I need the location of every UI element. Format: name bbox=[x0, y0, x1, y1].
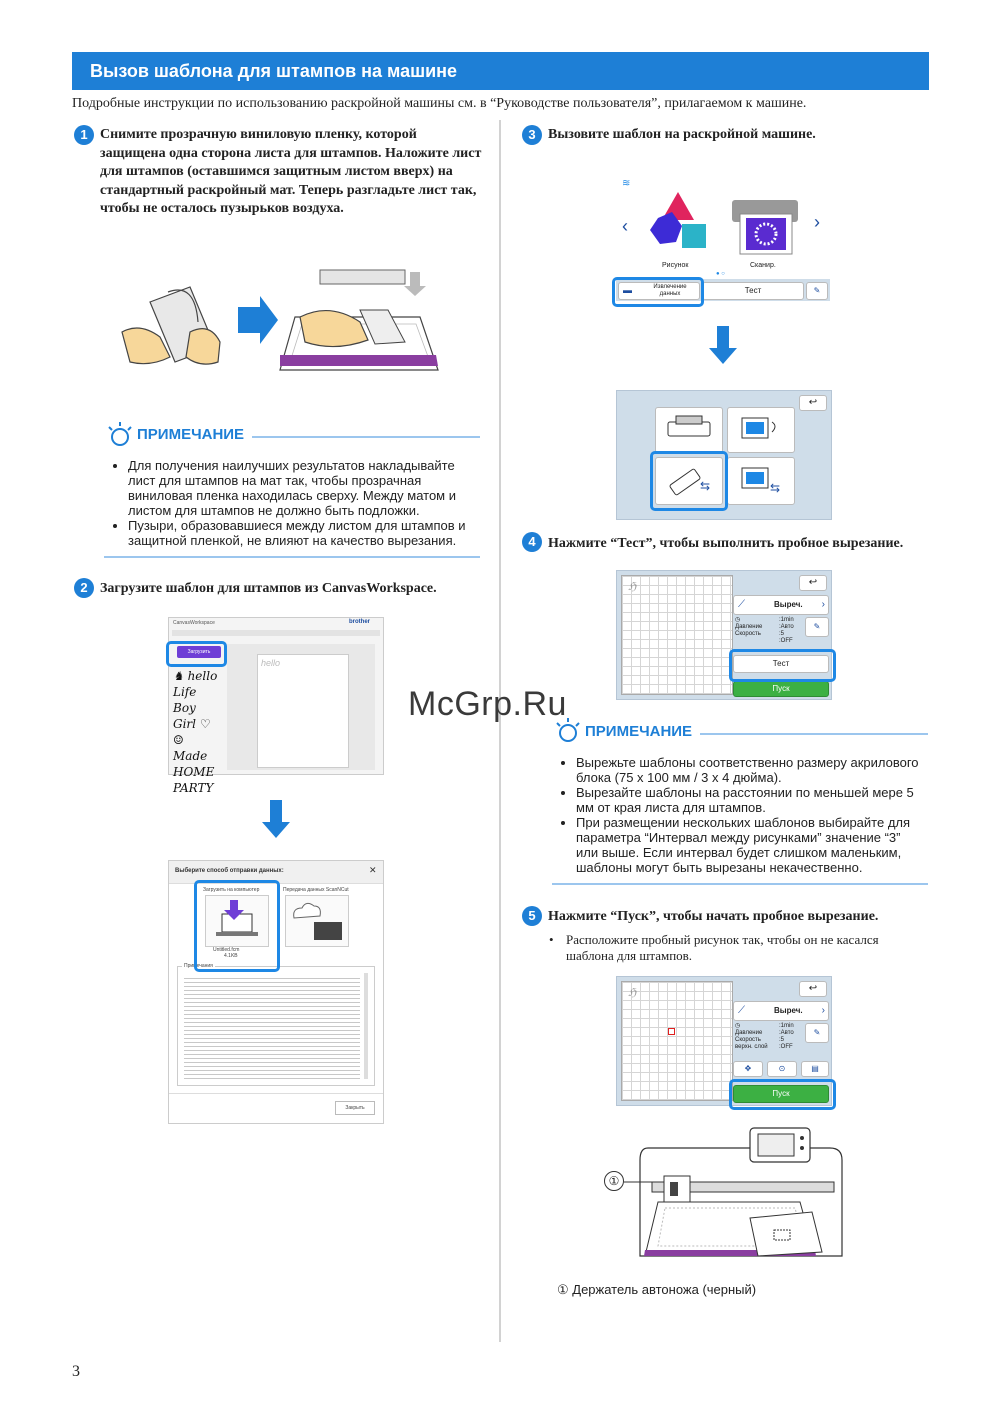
canvas-area[interactable]: hello bbox=[227, 644, 375, 770]
notes-panel-title: Примечания bbox=[184, 963, 213, 969]
notes-panel bbox=[177, 963, 375, 1086]
pattern-thumbnails: ♞ hello Life Boy Girl ♡ ☺ Made HOME PARTY bbox=[173, 669, 218, 795]
step-5-number: 5 bbox=[522, 906, 542, 926]
retrieve-highlight bbox=[612, 277, 704, 307]
note-2-bottom-rule bbox=[552, 883, 928, 885]
wrench-icon[interactable]: ✎ bbox=[805, 617, 829, 637]
pc-usb-button[interactable] bbox=[727, 457, 795, 505]
machine-icon bbox=[656, 408, 722, 452]
start-button[interactable] bbox=[733, 681, 829, 697]
clock-icon: ◷ bbox=[735, 617, 741, 623]
computer-wireless-icon bbox=[728, 408, 794, 452]
note-1-title: ПРИМЕЧАНИЕ bbox=[137, 426, 245, 443]
chevron-right-icon: › bbox=[821, 599, 825, 610]
step-1-number: 1 bbox=[74, 125, 94, 145]
scan-label: Сканир. bbox=[750, 262, 776, 269]
scanner-icon bbox=[732, 198, 802, 258]
off-value: :OFF bbox=[779, 638, 793, 644]
step-3-number: 3 bbox=[522, 125, 542, 145]
step-3-text: Вызовите шаблон на раскройной машине. bbox=[548, 127, 816, 142]
page-dots: ● ○ bbox=[716, 271, 725, 277]
svg-text:⇆: ⇆ bbox=[770, 481, 781, 495]
step-5-text: Нажмите “Пуск”, чтобы начать пробное вырезание. bbox=[548, 909, 879, 924]
toolbar bbox=[172, 630, 380, 636]
intro-text: Подробные инструкции по использованию раскройной машины см. в “Руководстве пользователя”, прилагаемом к машине. bbox=[72, 96, 807, 111]
chevron-right-icon[interactable]: › bbox=[814, 212, 820, 232]
wrench-icon[interactable]: ✎ bbox=[805, 1023, 829, 1043]
preview-pattern: ℌ bbox=[628, 581, 637, 593]
start-label: Пуск bbox=[772, 684, 790, 693]
option-transfer-label: Передача данных ScanNCut bbox=[283, 887, 349, 893]
step-1-illustration bbox=[120, 262, 440, 387]
speed-label: Скорость bbox=[735, 631, 761, 637]
cut-mode-label: Выреч. bbox=[774, 1006, 803, 1015]
folder-icon: ▬ bbox=[623, 285, 632, 295]
blade-icon: ⟋ bbox=[738, 1005, 745, 1016]
note-1-rule bbox=[252, 436, 480, 438]
test-highlight bbox=[729, 649, 836, 682]
note-2-title: ПРИМЕЧАНИЕ bbox=[585, 723, 693, 740]
feed-icon[interactable]: ▤ bbox=[801, 1061, 829, 1077]
dialog-footer-rule bbox=[169, 1093, 383, 1094]
mat-preview bbox=[621, 575, 733, 695]
cloud-transfer-icon bbox=[286, 896, 348, 946]
canvasworkspace-app-name: CanvasWorkspace bbox=[173, 620, 215, 626]
move-icon[interactable]: ✥ bbox=[733, 1061, 763, 1077]
file-name: Untitled.fcm bbox=[213, 947, 240, 953]
off-value: :OFF bbox=[779, 1044, 793, 1050]
note-1-item: • Пузыри, образовавшиеся между листом для штампов и защитной пленкой, не влияют на качество вырезания. bbox=[128, 518, 480, 548]
upload-button[interactable]: Загрузить bbox=[177, 646, 221, 658]
pressure-label: Давление bbox=[735, 1030, 763, 1036]
cut-settings bbox=[735, 1023, 805, 1051]
back-icon[interactable]: ↩ bbox=[799, 575, 827, 591]
clock-icon: ◷ bbox=[735, 1023, 741, 1029]
speed-value: :5 bbox=[779, 631, 785, 637]
time-value: :1min bbox=[779, 617, 794, 623]
test-pattern-marker bbox=[668, 1028, 675, 1035]
wifi-icon: ≋ bbox=[622, 178, 631, 189]
page-number: 3 bbox=[72, 1363, 80, 1380]
pattern-shapes-icon bbox=[648, 190, 718, 264]
layer-label: верхн. слой bbox=[735, 1044, 768, 1050]
close-icon[interactable]: ✕ bbox=[369, 865, 377, 875]
step-2-text: Загрузите шаблон для штампов из CanvasWorkspace. bbox=[100, 581, 437, 596]
column-divider bbox=[499, 120, 501, 1342]
watermark: McGrp.Ru bbox=[408, 685, 567, 723]
pc-wireless-button[interactable] bbox=[727, 407, 795, 453]
speed-value: :5 bbox=[779, 1037, 785, 1043]
retrieve-data-label: Извлечение данных bbox=[653, 284, 687, 297]
test-label: Тест bbox=[744, 286, 762, 295]
download-option-highlight bbox=[194, 880, 280, 972]
note-2-item: • Вырежьте шаблоны соответственно размеру акрилового блока (75 x 100 мм / 3 x 4 дюйма). bbox=[576, 755, 926, 785]
step-2-number: 2 bbox=[74, 578, 94, 598]
upload-highlight bbox=[166, 641, 227, 667]
start-highlight bbox=[729, 1079, 836, 1110]
start-label: Пуск bbox=[772, 1089, 790, 1098]
computer-usb-icon bbox=[728, 458, 794, 504]
preview-pattern: ℌ bbox=[628, 987, 637, 999]
callout-1: ① bbox=[604, 1171, 624, 1191]
back-icon[interactable]: ↩ bbox=[799, 395, 827, 411]
test-label: Тест bbox=[772, 659, 790, 668]
blade-icon: ⟋ bbox=[738, 599, 745, 610]
pressure-label: Давление bbox=[735, 624, 763, 630]
notes-text-lines bbox=[184, 975, 360, 1081]
usb-highlight bbox=[650, 451, 728, 511]
speed-label: Скорость bbox=[735, 1037, 761, 1043]
note-2-item: • Вырезайте шаблоны на расстоянии по меньшей мере 5 мм от края листа для штампов. bbox=[576, 785, 926, 815]
chevron-left-icon[interactable]: ‹ bbox=[622, 216, 628, 236]
machine-memory-button[interactable] bbox=[655, 407, 723, 453]
svg-text:⇆: ⇆ bbox=[700, 479, 711, 493]
dialog-title: Выберите способ отправки данных: bbox=[175, 868, 284, 874]
notes-scrollbar[interactable] bbox=[364, 973, 368, 1079]
trace-icon[interactable]: ⊙ bbox=[767, 1061, 797, 1077]
note-2-list bbox=[556, 755, 926, 875]
pattern-label: Рисунок bbox=[662, 262, 689, 269]
note-bulb-icon bbox=[105, 420, 135, 450]
pressure-value: :Авто bbox=[779, 1030, 794, 1036]
time-value: :1min bbox=[779, 1023, 794, 1029]
note-2-rule bbox=[700, 733, 928, 735]
step-5-bullet-marker: • bbox=[549, 932, 554, 947]
step-4-text: Нажмите “Тест”, чтобы выполнить пробное вырезание. bbox=[548, 536, 904, 551]
cut-mode-label: Выреч. bbox=[774, 600, 803, 609]
cutting-machine-illustration bbox=[600, 1126, 850, 1276]
step-1-text: Снимите прозрачную виниловую пленку, которой защищена одна сторона листа для штампов. Наложите лист для штампов (оставшимся защитным листом вверх) на стандартный раскройный мат. Теперь разгладьте лист так, чтобы не осталось пузырьков воздуха. bbox=[100, 127, 482, 216]
step-4-number: 4 bbox=[522, 532, 542, 552]
dialog-close-button[interactable]: Закрыть bbox=[335, 1101, 375, 1115]
pressure-value: :Авто bbox=[779, 624, 794, 630]
note-2-item: • При размещении нескольких шаблонов выбирайте для параметра “Интервал между рисунками” значение “3” или выше. Если интервал будет слишком маленьким, шаблоны могут быть вырезаны некачественно. bbox=[576, 815, 926, 875]
figure-caption: ① Держатель автоножа (черный) bbox=[557, 1282, 757, 1297]
back-icon[interactable]: ↩ bbox=[799, 981, 827, 997]
file-size: 4.1KB bbox=[224, 953, 238, 959]
down-arrow-icon bbox=[709, 326, 737, 364]
down-arrow-icon bbox=[262, 800, 290, 838]
test-button[interactable] bbox=[702, 282, 804, 300]
option-pc-label: Загрузить на компьютер bbox=[203, 887, 260, 893]
page-title: Вызов шаблона для штампов на машине bbox=[90, 61, 458, 81]
step-5-bullet: Расположите пробный рисунок так, чтобы он не касался шаблона для штампов. bbox=[566, 932, 879, 963]
note-1-list bbox=[108, 458, 480, 548]
cut-mode-button[interactable] bbox=[733, 1001, 829, 1021]
scanncut-transfer-option[interactable] bbox=[285, 895, 349, 947]
note-1-item: • Для получения наилучших результатов накладывайте лист для штампов на мат так, чтобы прозрачная виниловая пленка находилась сверху. Между матом и листом для штампов не должно быть подложки. bbox=[128, 458, 480, 518]
cut-settings bbox=[735, 617, 805, 645]
mat-preview bbox=[621, 981, 733, 1101]
brand-logo: brother bbox=[349, 619, 370, 625]
note-bulb-icon bbox=[553, 716, 583, 746]
note-1-bottom-rule bbox=[104, 556, 480, 558]
chevron-right-icon: › bbox=[821, 1005, 825, 1016]
wrench-icon[interactable]: ✎ bbox=[806, 282, 828, 300]
cut-mode-button[interactable] bbox=[733, 595, 829, 615]
